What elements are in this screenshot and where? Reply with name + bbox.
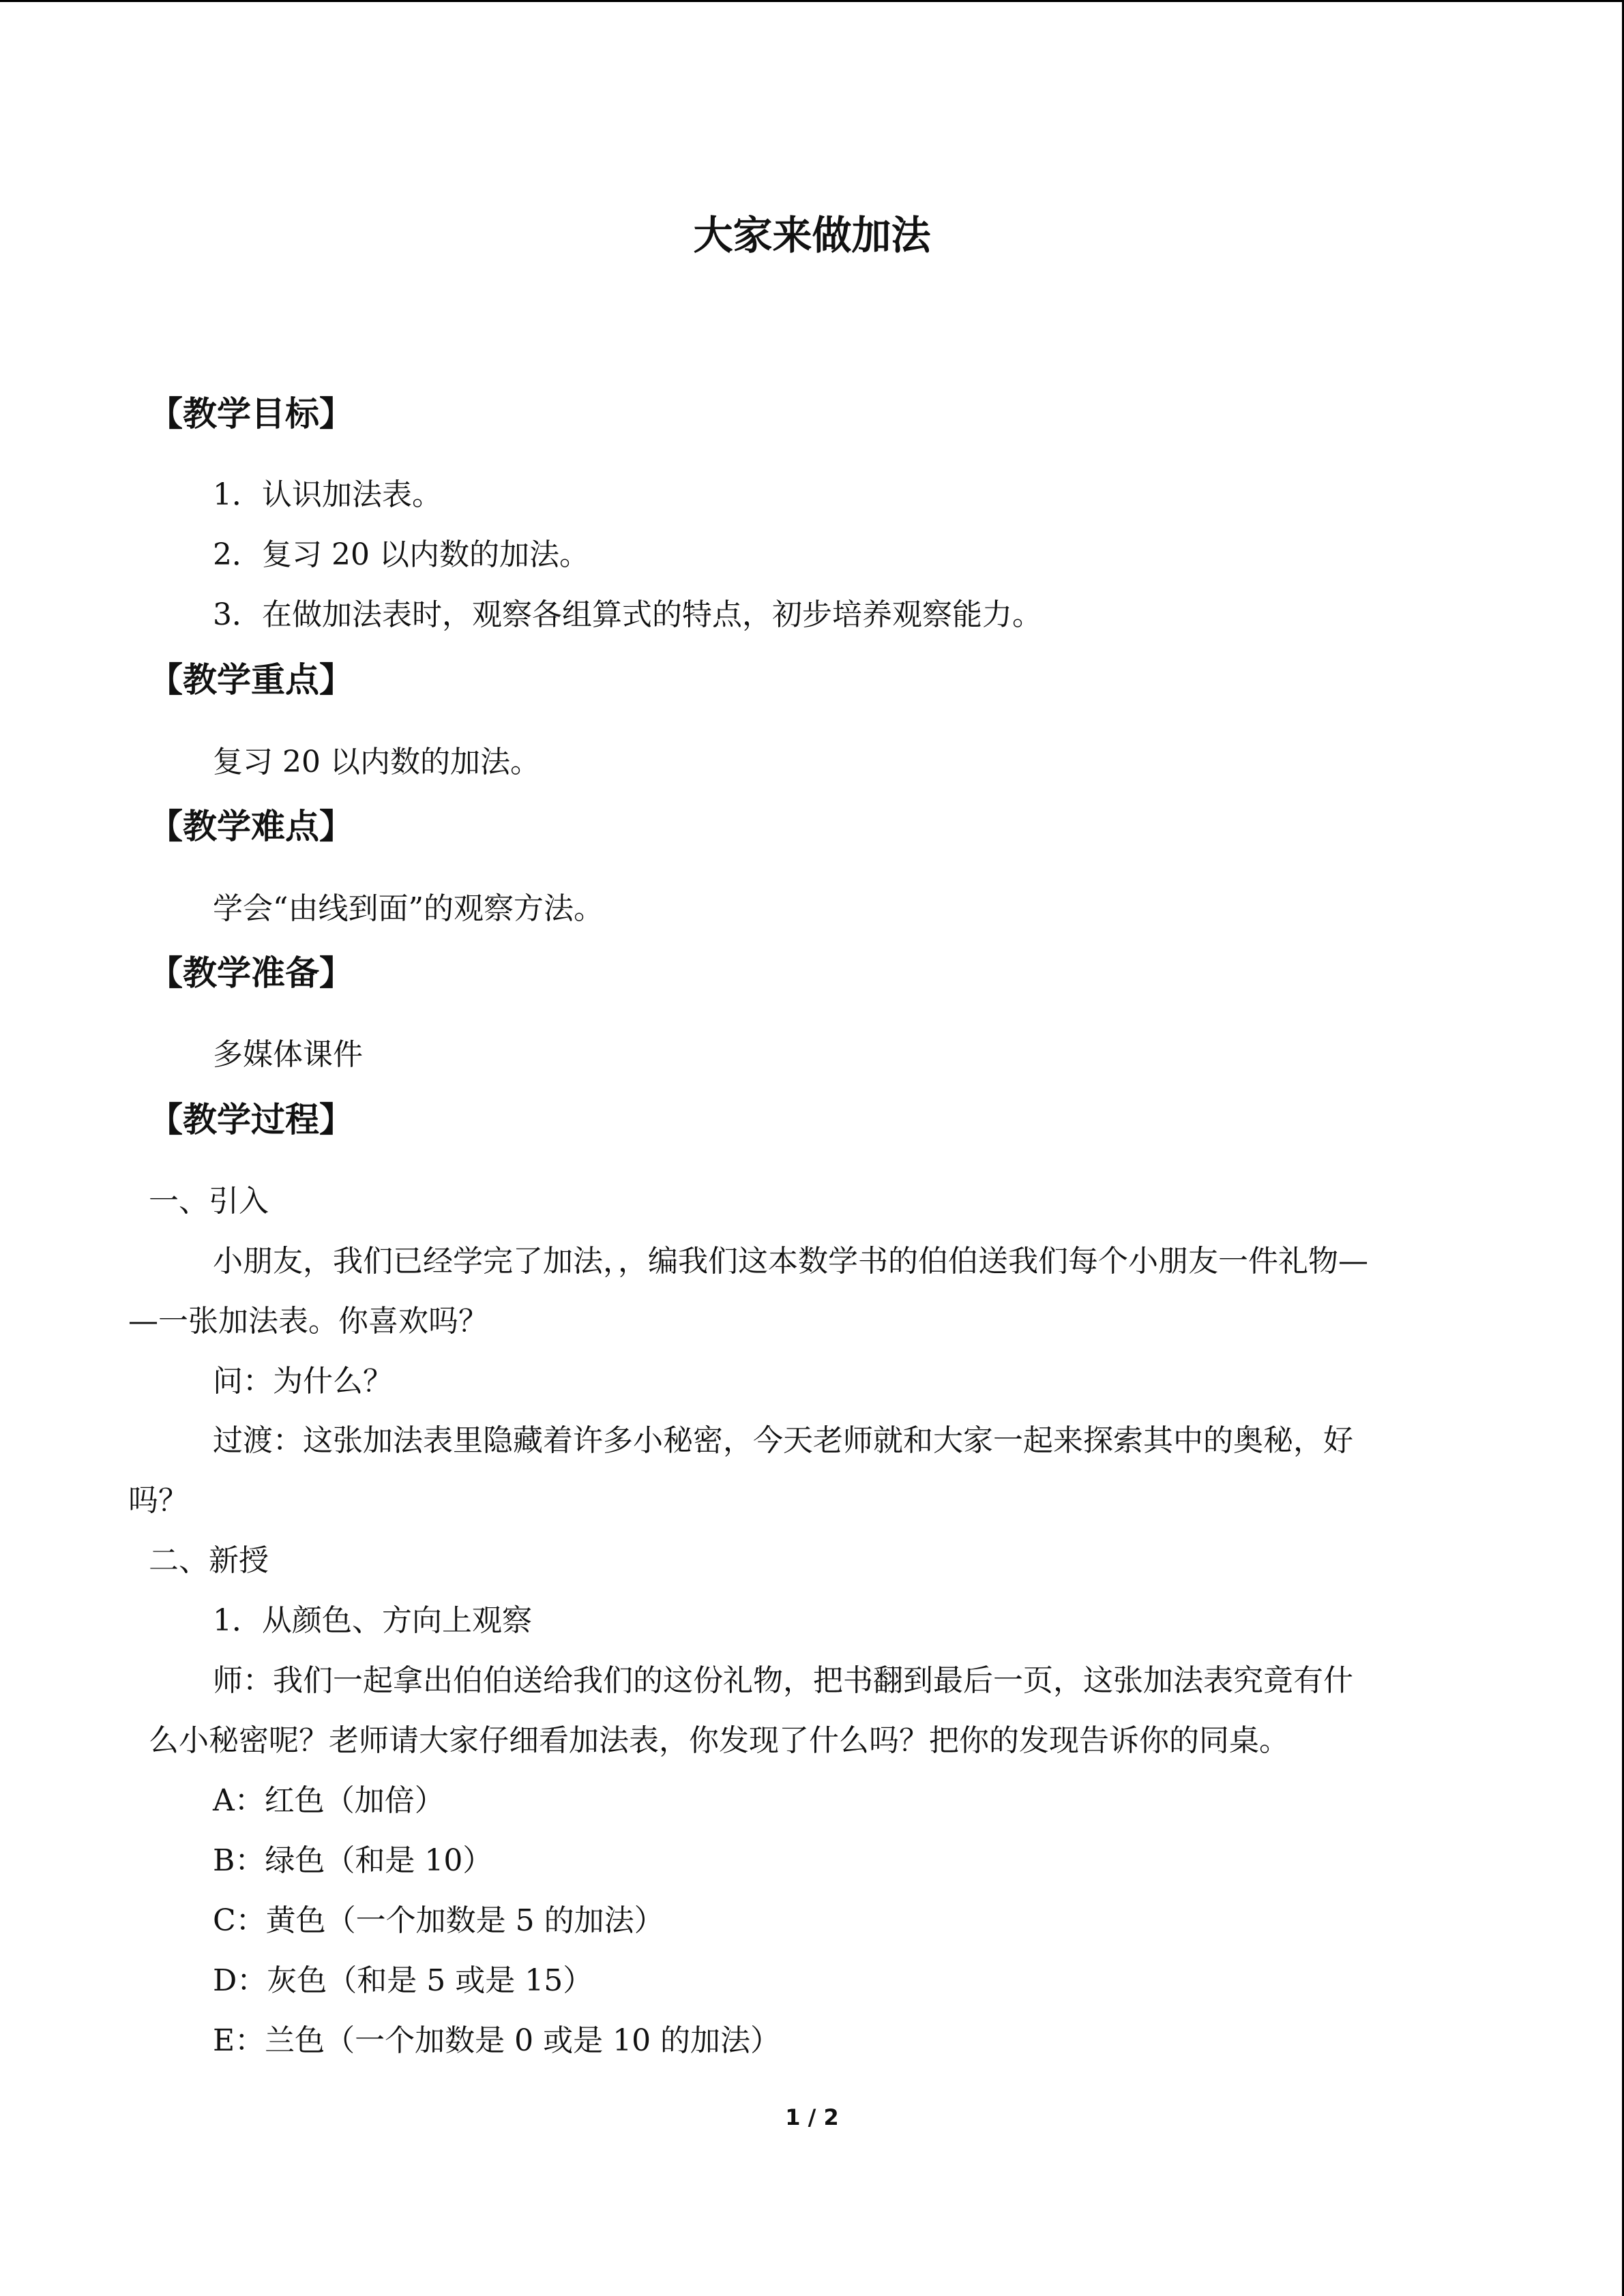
difficulty-text: 学会“由线到面”的观察方法。 xyxy=(213,891,604,926)
part1-p3-line2: 吗？ xyxy=(128,1483,188,1518)
part1-p3-line1: 过渡：这张加法表里隐藏着许多小秘密，今天老师就和大家一起来探索其中的奥秘，好 xyxy=(213,1423,1353,1458)
part2-sub1: 1．从颜色、方向上观察 xyxy=(213,1603,532,1638)
part2-p1-line1: 师：我们一起拿出伯伯送给我们的这份礼物，把书翻到最后一页，这张加法表究竟有什 xyxy=(213,1663,1353,1698)
heading-process: 【教学过程】 xyxy=(149,1100,353,1139)
part1-p2: 问：为什么？ xyxy=(213,1364,393,1399)
answer-e: E：兰色（一个加数是 0 或是 10 的加法） xyxy=(213,2023,781,2058)
part1-p1-line1: 小朋友，我们已经学完了加法，，编我们这本数学书的伯伯送我们每个小朋友一件礼物— xyxy=(213,1244,1368,1279)
heading-focus: 【教学重点】 xyxy=(149,660,353,700)
heading-goals: 【教学目标】 xyxy=(149,394,353,434)
part2-p1-line2: 么小秘密呢？老师请大家仔细看加法表，你发现了什么吗？把你的发现告诉你的同桌。 xyxy=(149,1723,1289,1758)
heading-difficulty: 【教学难点】 xyxy=(149,807,353,846)
focus-text: 复习 20 以内数的加法。 xyxy=(213,745,540,779)
answer-a: A：红色（加倍） xyxy=(213,1783,445,1818)
heading-prep: 【教学准备】 xyxy=(149,953,353,993)
part1-title: 一、引入 xyxy=(149,1184,269,1219)
goal-item-3: 3．在做加法表时，观察各组算式的特点，初步培养观察能力。 xyxy=(213,597,1042,632)
answer-d: D：灰色（和是 5 或是 15） xyxy=(213,1963,593,1998)
page-number: 1 / 2 xyxy=(785,2104,839,2130)
goal-item-1: 1．认识加法表。 xyxy=(213,477,442,512)
answer-b: B：绿色（和是 10） xyxy=(213,1843,493,1878)
answer-c: C：黄色（一个加数是 5 的加法） xyxy=(213,1903,664,1938)
part1-p1-line2: —一张加法表。你喜欢吗？ xyxy=(128,1304,488,1339)
goal-item-2: 2．复习 20 以内数的加法。 xyxy=(213,537,589,572)
part2-title: 二、新授 xyxy=(149,1543,269,1578)
prep-text: 多媒体课件 xyxy=(213,1037,363,1072)
document-title: 大家来做加法 xyxy=(693,212,931,258)
